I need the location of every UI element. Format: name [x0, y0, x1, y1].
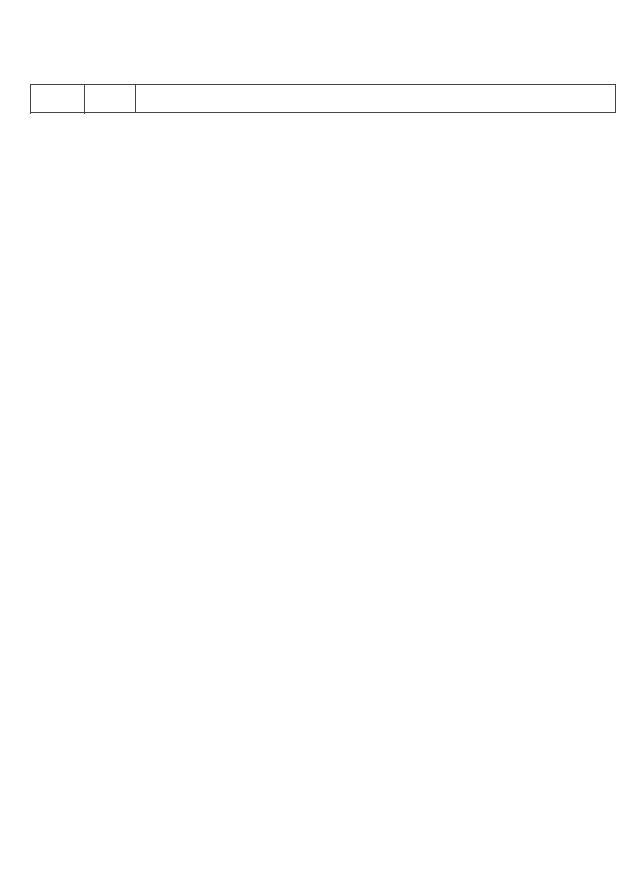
data-table: [30, 84, 616, 113]
solar-activity-header: [136, 85, 616, 113]
table-header: [31, 85, 616, 113]
cost-header: [85, 85, 136, 113]
altitude-header: [31, 85, 85, 113]
